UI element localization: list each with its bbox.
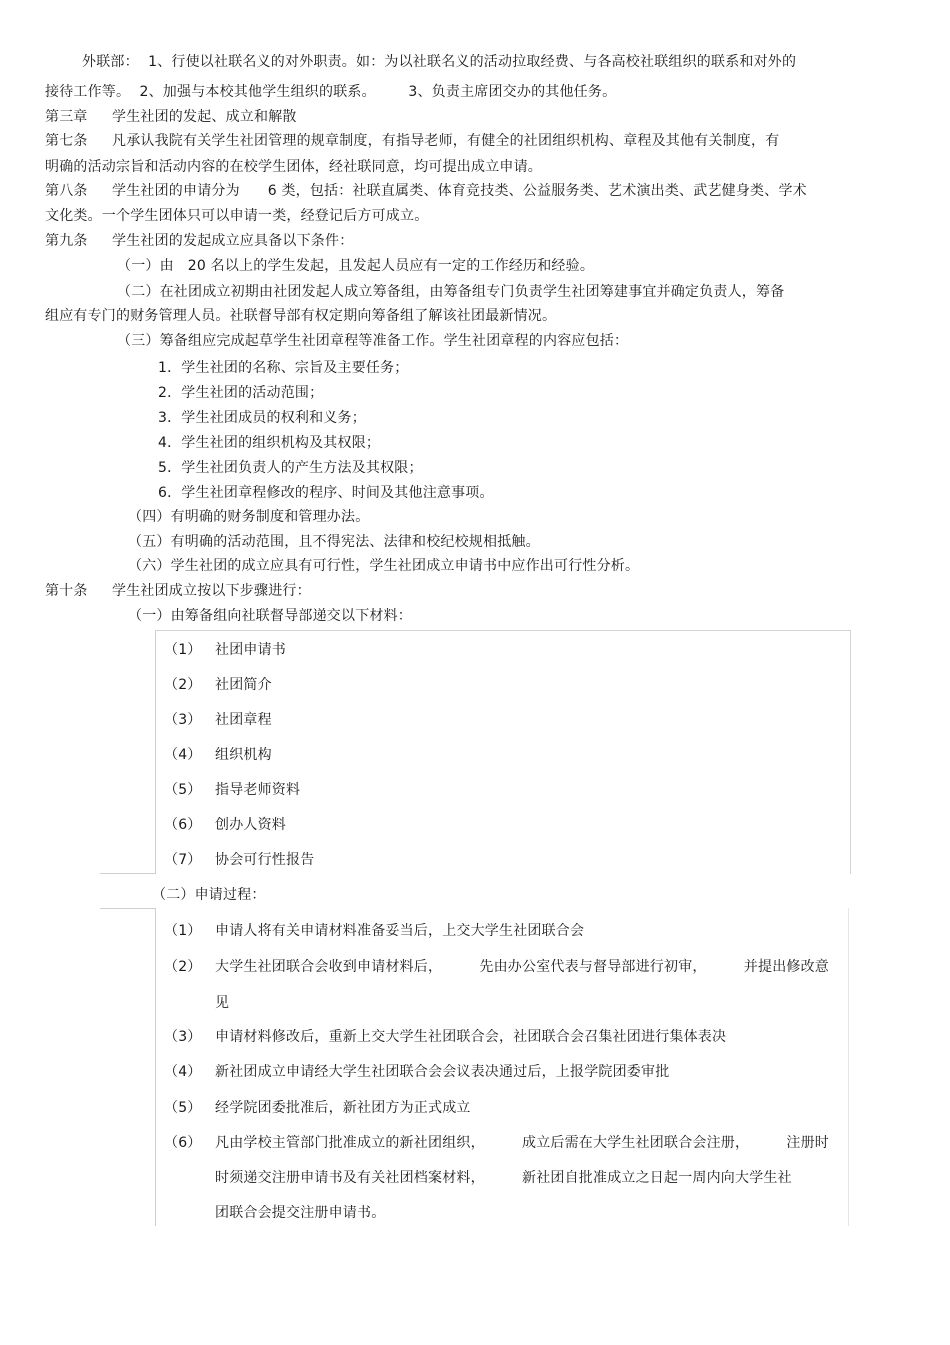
article-8-line-2: 文化类。一个学生团体只可以申请一类，经登记后方可成立。 bbox=[45, 208, 429, 224]
material-label: 创办人资料 bbox=[215, 817, 286, 833]
material-label: 协会可行性报告 bbox=[215, 852, 315, 868]
material-number: （3） bbox=[164, 712, 202, 728]
material-label: 组织机构 bbox=[215, 747, 272, 763]
article-10-number: 第十条 bbox=[45, 583, 88, 599]
charter-item: 5．学生社团负责人的产生方法及其权限； bbox=[158, 460, 423, 476]
material-number: （4） bbox=[164, 747, 202, 763]
waillianbu-line-2: 接待工作等。 2、加强与本校其他学生组织的联系。 3、负责主席团交办的其他任务。 bbox=[45, 84, 617, 100]
material-label: 社团申请书 bbox=[215, 642, 286, 658]
process-text: 新社团成立申请经大学生社团联合会会议表决通过后，上报学院团委审批 bbox=[215, 1064, 670, 1080]
process-text: 凡由学校主管部门批准成立的新社团组织， 成立后需在大学生社团联合会注册， 注册时 bbox=[215, 1135, 830, 1151]
process-number: （6） bbox=[164, 1135, 202, 1151]
article-9-condition-5: （五）有明确的活动范围，且不得宪法、法律和校纪校规相抵触。 bbox=[128, 534, 540, 550]
article-9-condition-4: （四）有明确的财务制度和管理办法。 bbox=[128, 509, 370, 525]
article-9-condition-2a: （二）在社团成立初期由社团发起人成立筹备组，由筹备组专门负责学生社团筹建事宜并确定负责人，筹备 bbox=[117, 284, 785, 300]
material-label: 指导老师资料 bbox=[215, 782, 301, 798]
article-9-condition-1: （一）由 20 名以上的学生发起，且发起人员应有一定的工作经历和经验。 bbox=[117, 258, 595, 274]
waillianbu-line-1: 外联部： 1、行使以社联名义的对外职责。如：为以社联名义的活动拉取经费、与各高校社联组织的联系和对外的 bbox=[82, 54, 797, 70]
material-label: 社团简介 bbox=[215, 677, 272, 693]
material-number: （5） bbox=[164, 782, 202, 798]
material-number: （6） bbox=[164, 817, 202, 833]
process-text: 见 bbox=[215, 995, 230, 1011]
article-9-condition-3: （三）筹备组应完成起草学生社团章程等准备工作。学生社团章程的内容应包括： bbox=[117, 333, 629, 349]
charter-item: 1．学生社团的名称、宗旨及主要任务； bbox=[158, 360, 409, 376]
article-7-number: 第七条 bbox=[45, 133, 88, 149]
process-text: 申请材料修改后，重新上交大学生社团联合会，社团联合会召集社团进行集体表决 bbox=[215, 1029, 727, 1045]
process-number: （2） bbox=[164, 959, 202, 975]
material-number: （7） bbox=[164, 852, 202, 868]
article-7-line-1: 凡承认我院有关学生社团管理的规章制度，有指导老师，有健全的社团组织机构、章程及其他有关制度，有 bbox=[112, 133, 780, 149]
process-number: （5） bbox=[164, 1100, 202, 1116]
material-number: （2） bbox=[164, 677, 202, 693]
charter-item: 4．学生社团的组织机构及其权限； bbox=[158, 435, 381, 451]
article-9-condition-2b: 组应有专门的财务管理人员。社联督导部有权定期向筹备组了解该社团最新情况。 bbox=[45, 308, 557, 324]
process-table-top-rule bbox=[100, 908, 156, 909]
article-10-step-1: （一）由筹备组向社联督导部递交以下材料： bbox=[128, 608, 412, 624]
materials-table-bottom-rule bbox=[100, 873, 156, 874]
process-text: 团联合会提交注册申请书。 bbox=[215, 1205, 386, 1221]
process-number: （4） bbox=[164, 1064, 202, 1080]
article-8-number: 第八条 bbox=[45, 183, 88, 199]
charter-item: 3．学生社团成员的权利和义务； bbox=[158, 410, 366, 426]
article-10-step-2: （二）申请过程： bbox=[152, 887, 266, 903]
material-label: 社团章程 bbox=[215, 712, 272, 728]
material-number: （1） bbox=[164, 642, 202, 658]
process-text: 大学生社团联合会收到申请材料后， 先由办公室代表与督导部进行初审， 并提出修改意 bbox=[215, 959, 830, 975]
article-9-condition-6: （六）学生社团的成立应具有可行性，学生社团成立申请书中应作出可行性分析。 bbox=[128, 558, 640, 574]
process-table-left-border bbox=[155, 908, 156, 1226]
process-text: 经学院团委批准后，新社团方为正式成立 bbox=[215, 1100, 471, 1116]
process-number: （1） bbox=[164, 923, 202, 939]
process-text: 时须递交注册申请书及有关社团档案材料， 新社团自批准成立之日起一周内向大学生社 bbox=[215, 1170, 792, 1186]
process-number: （3） bbox=[164, 1029, 202, 1045]
article-10-title: 学生社团成立按以下步骤进行： bbox=[112, 583, 311, 599]
charter-item: 2．学生社团的活动范围； bbox=[158, 385, 324, 401]
process-text: 申请人将有关申请材料准备妥当后，上交大学生社团联合会 bbox=[215, 923, 585, 939]
charter-item: 6．学生社团章程修改的程序、时间及其他注意事项。 bbox=[158, 485, 494, 501]
article-9-title: 学生社团的发起成立应具备以下条件： bbox=[112, 233, 354, 249]
chapter-3-number: 第三章 bbox=[45, 109, 88, 125]
article-8-line-1: 学生社团的申请分为 6 类，包括：社联直属类、体育竞技类、公益服务类、艺术演出类、武艺健身类、学术 bbox=[112, 183, 807, 199]
article-9-number: 第九条 bbox=[45, 233, 88, 249]
chapter-3-title: 学生社团的发起、成立和解散 bbox=[112, 109, 297, 125]
article-7-line-2: 明确的活动宗旨和活动内容的在校学生团体，经社联同意，均可提出成立申请。 bbox=[45, 159, 542, 175]
process-table-right-border bbox=[848, 908, 849, 1226]
